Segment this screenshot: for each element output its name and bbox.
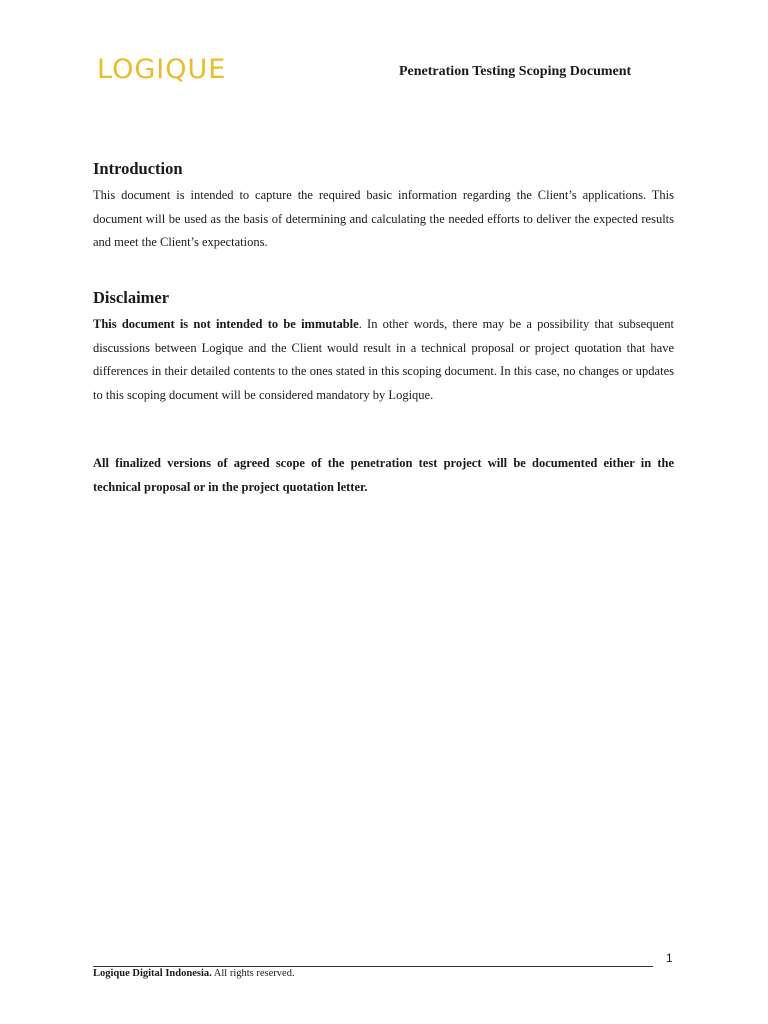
footer [93, 967, 295, 981]
footer-company: Logique Digital Indonesia. [93, 968, 212, 979]
footer-rights: All rights reserved. [211, 968, 295, 979]
disclaimer-heading: Disclaimer [93, 288, 170, 307]
disclaimer-body: . In other words, there may be a possibility that subsequent discussions between Logique and the Client would result in a technical proposal or project quotation that have differences in their detailed contents to the ones stated in this scoping document. In this case, no changes or updates to this scoping document will be considered mandatory by Logique. [93, 317, 674, 402]
document-title: Penetration Testing Scoping Document [399, 64, 632, 79]
disclaimer-paragraph [93, 313, 674, 407]
introduction-heading: Introduction [93, 159, 183, 178]
introduction-paragraph: This document is intended to capture the required basic information regarding the Client’s applications. This document will be used as the basis of determining and calculating the needed efforts to deliver the expected results and meet the Client’s expectations. [93, 188, 674, 249]
company-logo: LOGIQUE [97, 54, 227, 85]
disclaimer-bold-lead: This document is not intended to be immutable [93, 317, 359, 331]
page-number: 1 [666, 951, 673, 965]
scope-note-paragraph [93, 452, 674, 499]
scope-note-text: All finalized versions of agreed scope of the penetration test project will be documented either in the technical proposal or in the project quotation letter. [93, 456, 674, 494]
